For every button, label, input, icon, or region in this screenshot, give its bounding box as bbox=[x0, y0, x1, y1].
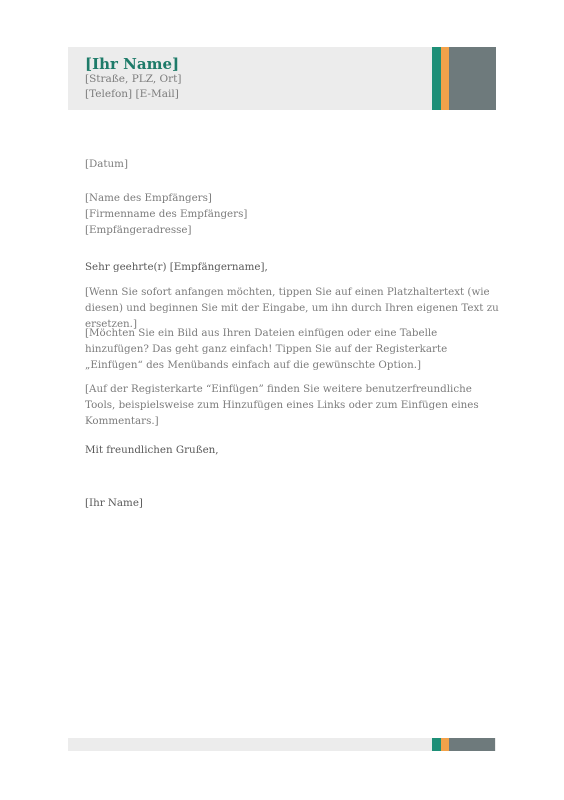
sender-contact[interactable]: [Telefon] [E-Mail] bbox=[85, 88, 179, 100]
footer-teal-stripe bbox=[432, 738, 441, 751]
teal-accent-stripe bbox=[432, 47, 441, 110]
gray-accent-block bbox=[449, 47, 496, 110]
signature-name[interactable]: [Ihr Name] bbox=[85, 497, 143, 509]
footer-band bbox=[68, 738, 496, 751]
body-paragraph-2[interactable]: [Möchten Sie ein Bild aus Ihren Dateien einfügen oder eine Tabelle hinzufügen? Das geht ganz einfach! Tippen Sie auf der Registerkarte „Einfügen“ des Menübands einfach auf die gewünschte Option.] bbox=[85, 327, 448, 371]
recipient-address[interactable]: [Empfängeradresse] bbox=[85, 224, 192, 236]
sender-name[interactable]: [Ihr Name] bbox=[85, 55, 180, 73]
letter-date[interactable]: [Datum] bbox=[85, 158, 128, 170]
footer-orange-stripe bbox=[441, 738, 449, 751]
body-paragraph-1[interactable]: [Wenn Sie sofort anfangen möchten, tippen Sie auf einen Platzhaltertext (wie diesen) und beginnen Sie mit der Eingabe, um ihn durch Ihren eigenen Text zu ersetzen.] bbox=[85, 286, 499, 330]
recipient-name[interactable]: [Name des Empfängers] bbox=[85, 192, 212, 204]
recipient-company[interactable]: [Firmenname des Empfängers] bbox=[85, 208, 248, 220]
closing[interactable]: Mit freundlichen Grußen, bbox=[85, 444, 219, 456]
salutation[interactable]: Sehr geehrte(r) [Empfängername], bbox=[85, 261, 268, 273]
body-paragraph-3[interactable]: [Auf der Registerkarte “Einfügen” finden Sie weitere benutzerfreundliche Tools, beispielsweise zum Hinzufügen eines Links oder zum Einfügen eines Kommentars.] bbox=[85, 383, 479, 427]
letterhead-band bbox=[68, 47, 496, 110]
footer-gray-block bbox=[449, 738, 495, 751]
sender-address[interactable]: [Straße, PLZ, Ort] bbox=[85, 73, 182, 85]
orange-accent-stripe bbox=[441, 47, 449, 110]
